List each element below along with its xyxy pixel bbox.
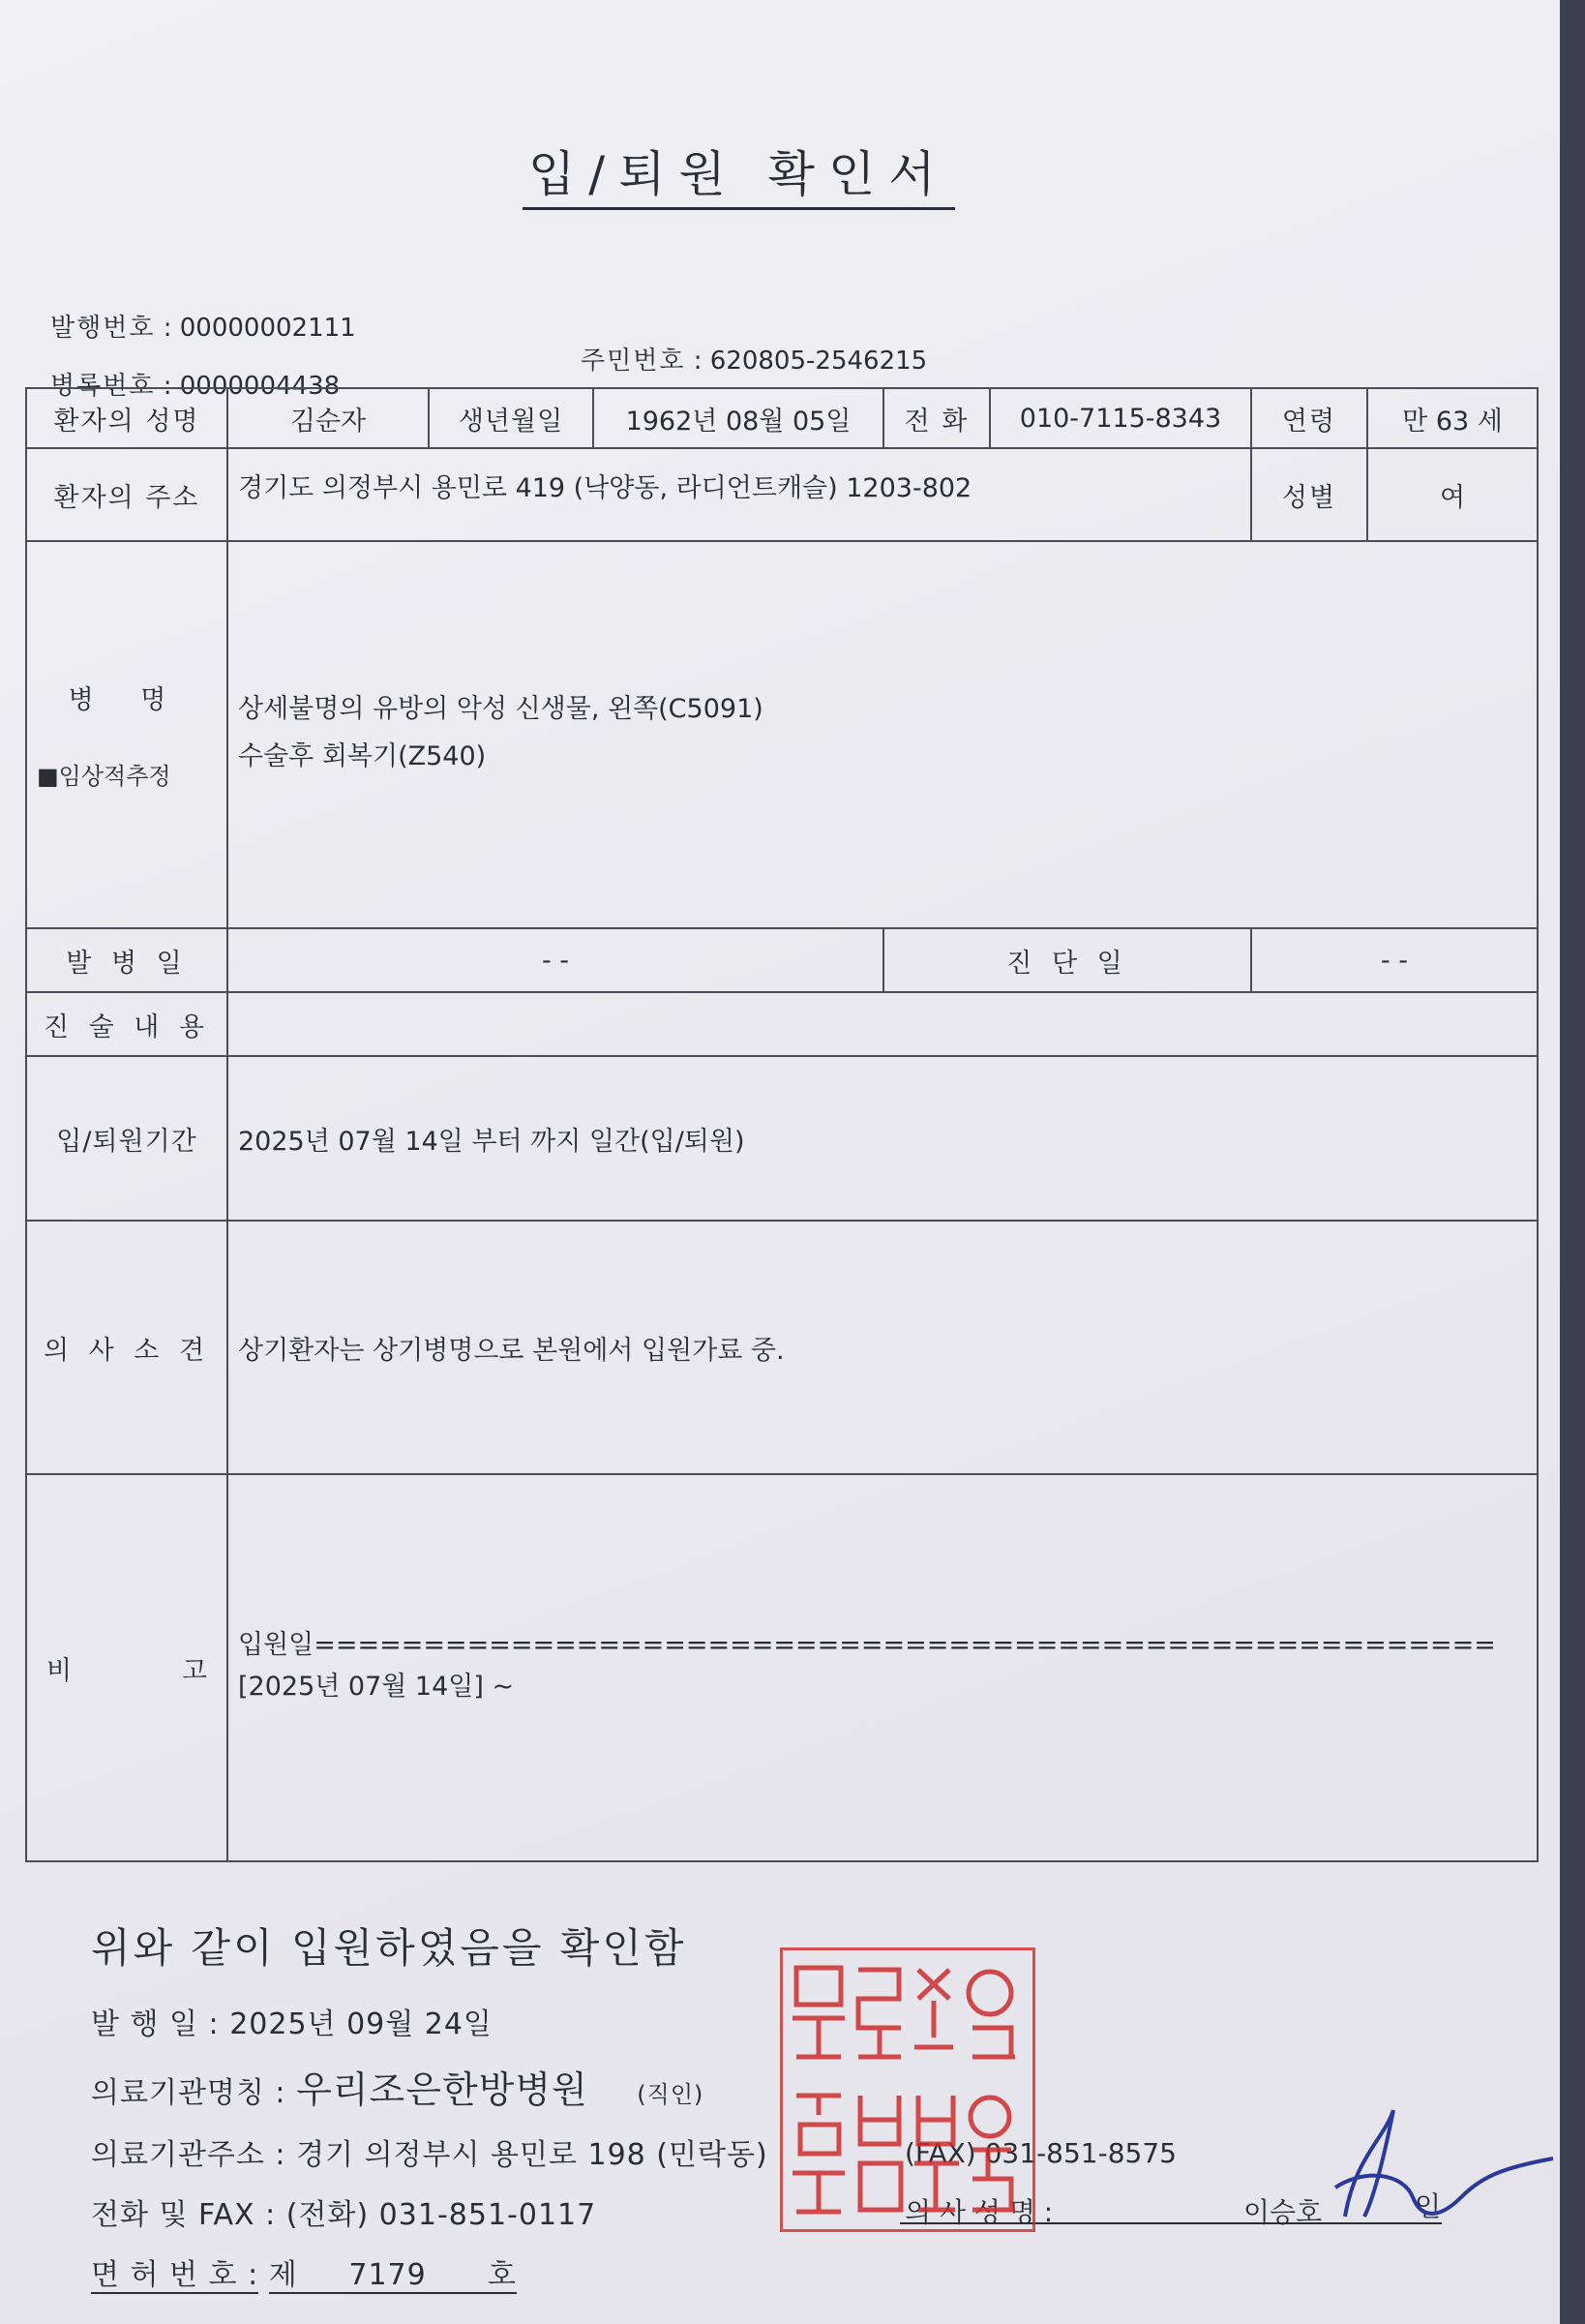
fax-value: (FAX) 031-851-8575	[905, 2137, 1177, 2169]
tel-label: 전화 및 FAX :	[91, 2198, 277, 2232]
diagnosis-label: 병 명	[68, 685, 186, 715]
diagnosis-line: 상세불명의 유방의 악성 신생물, 왼쪽(C5091)	[238, 694, 763, 724]
issue-date-row	[91, 2000, 768, 2042]
hospital-address-row	[91, 2130, 768, 2173]
dob-label: 생년월일	[429, 388, 593, 448]
period-value: 2025년 07월 14일 부터 까지 일간(입/퇴원)	[227, 1056, 1538, 1221]
hospital-address-label: 의료기관주소 :	[91, 2138, 286, 2172]
diagnosis-date-label: 진 단 일	[883, 928, 1251, 992]
issue-date-label: 발 행 일 :	[91, 2007, 220, 2041]
seal-suffix: 인	[1415, 2190, 1442, 2222]
sex-value: 여	[1367, 448, 1538, 541]
record-number: 병록번호 : 0000004438	[50, 372, 341, 401]
diagnosis-date-value: - -	[1251, 928, 1538, 992]
license-row	[91, 2250, 768, 2293]
hospital-address: 경기 의정부시 용민로 198 (민락동)	[296, 2138, 768, 2172]
patient-name: 김순자	[227, 388, 429, 448]
diagnosis-label-cell	[26, 541, 227, 928]
remarks-label-left: 비	[46, 1655, 73, 1686]
dob-value: 1962년 08월 05일	[593, 388, 883, 448]
diagnosis-line: 수술후 회복기(Z540)	[238, 741, 487, 771]
tel-row	[91, 2190, 768, 2233]
sex-label: 성별	[1251, 448, 1367, 541]
doctor-name: 이승호	[1243, 2196, 1323, 2228]
record-number-value: 0000004438	[179, 372, 341, 401]
statement-label: 진 술 내 용	[26, 992, 227, 1056]
resident-number-value: 620805-2546215	[709, 347, 928, 376]
remarks-line: [2025년 07월 14일] ~	[238, 1672, 515, 1702]
age-label: 연령	[1251, 388, 1367, 448]
document-title: 입/퇴원 확인서	[523, 136, 955, 210]
period-label: 입/퇴원기간	[26, 1056, 227, 1221]
issue-date-value: 2025년 09월 24일	[229, 2007, 493, 2041]
issue-number: 발행번호 : 00000002111	[50, 314, 356, 343]
hospital-name-row	[91, 2060, 768, 2113]
remarks-label-right: 고	[181, 1655, 207, 1686]
patient-name-label: 환자의 성명	[26, 388, 227, 448]
resident-number: 주민번호 : 620805-2546215	[581, 347, 928, 376]
phone-value: 010-7115-8343	[990, 388, 1251, 448]
issue-number-label: 발행번호	[50, 314, 156, 343]
admission-form-table	[25, 387, 1539, 1862]
license-value: 제 7179 호	[268, 2258, 517, 2292]
diagnosis-content	[227, 541, 1538, 928]
footer-block	[91, 1917, 768, 2310]
resident-number-label: 주민번호	[581, 347, 686, 376]
doctor-name-label: 의 사 성 명 :	[905, 2196, 1054, 2228]
tel-value: (전화) 031-851-0117	[285, 2198, 597, 2232]
opinion-label: 의 사 소 견	[26, 1221, 227, 1474]
record-number-label: 병록번호	[50, 372, 156, 401]
phone-label: 전 화	[883, 388, 990, 448]
clinical-estimate-label: ■임상적추정	[37, 763, 171, 790]
hospital-name: 우리조은한방병원	[296, 2068, 588, 2111]
seal-glyphs-icon	[783, 1950, 1032, 2229]
remarks-content	[227, 1474, 1538, 1861]
opinion-value: 상기환자는 상기병명으로 본원에서 입원가료 중.	[227, 1221, 1538, 1474]
address-label: 환자의 주소	[26, 448, 227, 541]
remarks-line: 입원일======================================================	[238, 1630, 1496, 1660]
remarks-label-cell	[26, 1474, 227, 1861]
issue-number-value: 00000002111	[179, 314, 356, 343]
hospital-name-label: 의료기관명칭 :	[91, 2076, 286, 2110]
age-value: 만 63 세	[1367, 388, 1538, 448]
confirmation-text: 위와 같이 입원하였음을 확인함	[91, 1924, 687, 1972]
seal-note: (직인)	[637, 2081, 704, 2108]
doctor-signature-icon	[1326, 2100, 1568, 2236]
hospital-seal-stamp	[780, 1947, 1035, 2232]
address-value: 경기도 의정부시 용민로 419 (낙양동, 라디언트캐슬) 1203-802	[227, 448, 1251, 541]
statement-value	[227, 992, 1538, 1056]
onset-label: 발 병 일	[26, 928, 227, 992]
onset-value: - -	[227, 928, 883, 992]
license-label: 면 허 번 호 :	[91, 2258, 259, 2292]
